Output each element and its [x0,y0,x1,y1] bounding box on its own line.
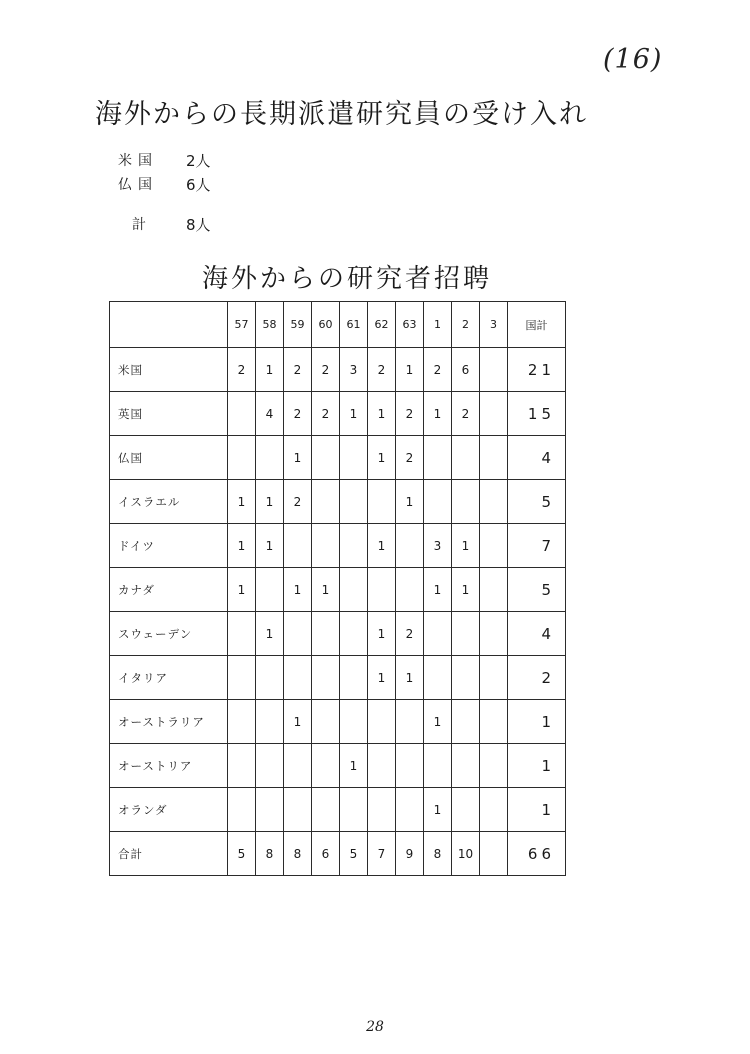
table-cell: 7 [368,832,396,876]
table-footer-row [110,832,566,876]
table-cell [284,744,312,788]
table-cell [424,480,452,524]
table-cell [228,612,256,656]
table-cell: 8 [424,832,452,876]
grand-total-value: 66 [508,832,566,876]
country-total-cell: 21 [508,348,566,392]
invitation-title: 海外からの研究者招聘 [202,264,493,294]
long-term-total-label: 計 [132,217,152,233]
table-cell [312,700,340,744]
country-name-cell: オーストリア [110,744,228,788]
table-cell [284,656,312,700]
country-name-cell: イタリア [110,656,228,700]
table-cell [396,524,424,568]
year-header: 62 [368,302,396,348]
table-cell [312,656,340,700]
country-total-cell: 5 [508,480,566,524]
table-row [110,744,566,788]
table-cell: 8 [256,832,284,876]
table-cell [368,480,396,524]
table-cell: 1 [340,392,368,436]
table-cell: 1 [228,568,256,612]
table-cell: 1 [368,656,396,700]
table-cell [256,568,284,612]
table-cell [340,524,368,568]
table-cell [452,744,480,788]
page-number: 28 [366,1019,384,1035]
long-term-total-count: 8人 [186,215,211,234]
table-cell [368,788,396,832]
table-cell [312,480,340,524]
table-cell [480,568,508,612]
table-cell: 2 [284,348,312,392]
table-cell [340,612,368,656]
table-cell [312,744,340,788]
table-corner-cell [110,302,228,348]
table-row [110,612,566,656]
table-cell [340,700,368,744]
grand-total-label: 合計 [110,832,228,876]
table-cell: 1 [452,524,480,568]
table-cell [340,436,368,480]
table-cell [228,656,256,700]
table-cell: 4 [256,392,284,436]
year-header: 57 [228,302,256,348]
table-cell [396,700,424,744]
year-header: 3 [480,302,508,348]
table-cell: 3 [424,524,452,568]
table-cell [228,788,256,832]
table-cell [396,568,424,612]
table-cell: 1 [284,700,312,744]
long-term-row [118,172,211,196]
table-cell: 5 [340,832,368,876]
table-cell [340,480,368,524]
table-cell: 1 [256,348,284,392]
table-cell [452,436,480,480]
table-cell: 1 [424,788,452,832]
table-cell: 2 [312,392,340,436]
table-cell [312,524,340,568]
table-row [110,436,566,480]
year-header: 2 [452,302,480,348]
table-cell [368,700,396,744]
table-cell: 3 [340,348,368,392]
table-cell [228,700,256,744]
table-cell: 2 [396,392,424,436]
table-row [110,656,566,700]
table-header-row [110,302,566,348]
country-total-cell: 1 [508,788,566,832]
long-term-researchers-title: 海外からの長期派遣研究員の受け入れ [95,99,588,130]
table-row [110,392,566,436]
table-cell: 6 [452,348,480,392]
table-cell [452,788,480,832]
long-term-count: 6人 [186,175,211,194]
country-name-cell: ドイツ [110,524,228,568]
country-total-header: 国計 [508,302,566,348]
table-cell: 1 [228,480,256,524]
country-name-cell: オランダ [110,788,228,832]
table-cell: 1 [256,524,284,568]
table-cell [480,392,508,436]
table-cell: 1 [256,612,284,656]
country-name-cell: イスラエル [110,480,228,524]
table-cell [340,656,368,700]
table-row [110,568,566,612]
table-cell: 8 [284,832,312,876]
table-cell: 1 [368,524,396,568]
table-cell [256,700,284,744]
table-cell [480,700,508,744]
table-cell [340,568,368,612]
table-cell [256,744,284,788]
table-cell: 1 [452,568,480,612]
table-cell: 5 [228,832,256,876]
table-cell [368,744,396,788]
table-cell: 2 [228,348,256,392]
table-cell: 2 [396,436,424,480]
invitation-table-wrapper [109,301,566,876]
long-term-row [118,148,211,172]
table-cell [256,788,284,832]
long-term-country: 仏国 [118,177,158,193]
country-total-cell: 1 [508,744,566,788]
long-term-total-row [118,212,211,236]
handwritten-page-mark: (16) [603,44,663,75]
table-cell: 1 [424,700,452,744]
table-cell: 1 [396,480,424,524]
table-row [110,348,566,392]
year-header: 60 [312,302,340,348]
table-cell: 2 [396,612,424,656]
table-cell: 1 [228,524,256,568]
table-row [110,524,566,568]
table-cell [340,788,368,832]
table-row [110,480,566,524]
table-cell [228,436,256,480]
table-row [110,788,566,832]
country-total-cell: 4 [508,612,566,656]
table-cell: 2 [284,480,312,524]
table-cell [396,788,424,832]
table-cell: 9 [396,832,424,876]
country-name-cell: オーストラリア [110,700,228,744]
table-cell [312,436,340,480]
table-cell [452,700,480,744]
table-cell: 1 [284,436,312,480]
table-cell [284,612,312,656]
table-cell [284,788,312,832]
country-name-cell: カナダ [110,568,228,612]
table-cell: 1 [284,568,312,612]
long-term-list [118,148,211,236]
table-cell [452,656,480,700]
country-total-cell: 1 [508,700,566,744]
table-cell: 1 [368,392,396,436]
table-cell: 2 [452,392,480,436]
table-cell [452,612,480,656]
table-cell [256,656,284,700]
table-cell: 2 [368,348,396,392]
table-cell: 1 [424,568,452,612]
table-cell [480,524,508,568]
table-cell [312,612,340,656]
table-cell: 1 [368,612,396,656]
table-cell: 2 [284,392,312,436]
year-header: 63 [396,302,424,348]
table-cell: 1 [396,656,424,700]
table-cell [452,480,480,524]
table-row [110,700,566,744]
table-cell: 1 [368,436,396,480]
table-cell: 10 [452,832,480,876]
table-cell [256,436,284,480]
year-header: 61 [340,302,368,348]
country-name-cell: 仏国 [110,436,228,480]
table-cell [480,348,508,392]
long-term-country: 米国 [118,153,158,169]
table-cell: 1 [340,744,368,788]
table-cell [480,744,508,788]
table-cell [424,656,452,700]
table-cell [480,656,508,700]
table-cell [480,612,508,656]
table-body [110,348,566,832]
table-cell: 2 [312,348,340,392]
table-cell [424,436,452,480]
table-cell [396,744,424,788]
table-cell [480,480,508,524]
table-cell: 1 [396,348,424,392]
table-cell [228,744,256,788]
table-cell [424,612,452,656]
table-cell: 1 [424,392,452,436]
country-name-cell: スウェーデン [110,612,228,656]
table-cell [368,568,396,612]
table-cell: 6 [312,832,340,876]
country-total-cell: 7 [508,524,566,568]
country-total-cell: 5 [508,568,566,612]
year-header: 59 [284,302,312,348]
country-total-cell: 15 [508,392,566,436]
table-cell [284,524,312,568]
table-cell: 1 [256,480,284,524]
table-cell [480,436,508,480]
year-header: 58 [256,302,284,348]
table-cell [228,392,256,436]
table-cell [424,744,452,788]
country-name-cell: 英国 [110,392,228,436]
long-term-count: 2人 [186,151,211,170]
invitation-table [109,301,566,876]
country-total-cell: 4 [508,436,566,480]
country-name-cell: 米国 [110,348,228,392]
year-header: 1 [424,302,452,348]
country-total-cell: 2 [508,656,566,700]
table-cell [480,832,508,876]
table-cell [312,788,340,832]
table-cell: 1 [312,568,340,612]
table-cell [480,788,508,832]
table-cell: 2 [424,348,452,392]
